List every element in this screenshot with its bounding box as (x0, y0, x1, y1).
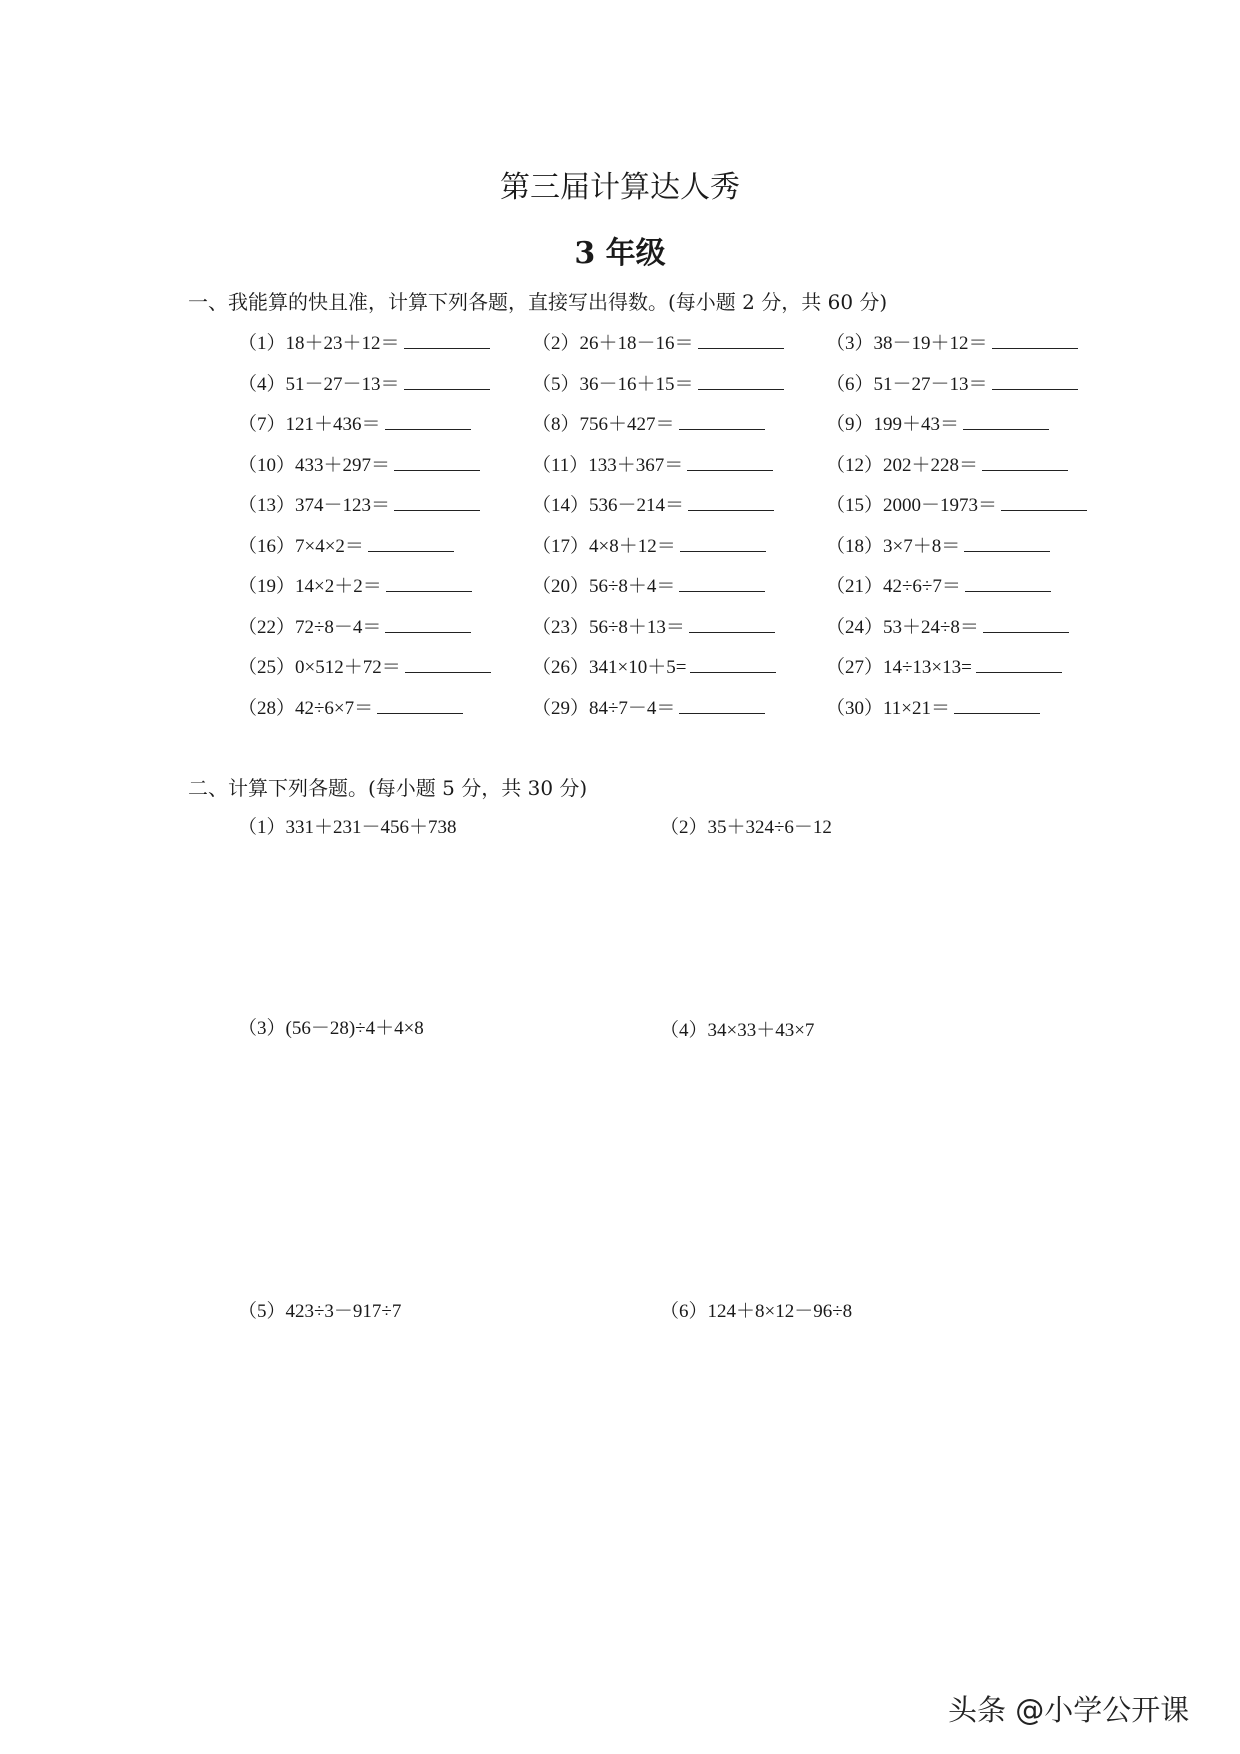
section1-item (238, 409, 471, 436)
answer-blank[interactable] (394, 490, 480, 511)
question-text: （3）38－19＋12＝ (826, 333, 988, 354)
answer-blank[interactable] (982, 450, 1068, 471)
answer-blank[interactable] (687, 450, 773, 471)
question-text: （12）202＋228＝ (826, 454, 979, 476)
section2-item: （1）331＋231－456＋738 (238, 817, 457, 838)
section1-item (826, 490, 1087, 517)
section1-item (532, 328, 784, 355)
question-text: （15）2000－1973＝ (826, 495, 998, 516)
question-text: （23）56÷8＋13＝ (532, 616, 685, 638)
section1-item (532, 571, 765, 598)
answer-blank[interactable] (1001, 490, 1087, 511)
question-text: （8）756＋427＝ (532, 414, 675, 435)
section2-item: （5）423÷3－917÷7 (238, 1301, 402, 1322)
section1-item (826, 612, 1069, 639)
section1-item (238, 571, 472, 598)
answer-blank[interactable] (405, 652, 491, 673)
question-text: （11）133＋367＝ (532, 454, 684, 476)
question-text: （24）53＋24÷8＝ (826, 616, 979, 638)
section1-item (532, 531, 766, 558)
question-text: （5）36－16＋15＝ (532, 373, 694, 395)
section1-item (238, 693, 463, 720)
section1-item (532, 652, 776, 679)
section1-item (826, 409, 1049, 436)
question-text: （22）72÷8－4＝ (238, 616, 382, 638)
answer-blank[interactable] (688, 490, 774, 511)
answer-blank[interactable] (679, 693, 765, 714)
answer-blank[interactable] (698, 369, 784, 390)
question-text: （13）374－123＝ (238, 495, 391, 516)
section1-item (532, 490, 774, 517)
page-title: 第三届计算达人秀 (500, 170, 740, 205)
question-text: （14）536－214＝ (532, 495, 685, 516)
section1-item (238, 490, 480, 517)
question-text: （21）42÷6÷7＝ (826, 576, 961, 597)
question-text: （28）42÷6×7＝ (238, 697, 374, 719)
section1-item (238, 369, 490, 396)
answer-blank[interactable] (965, 571, 1051, 592)
section1-item (238, 612, 471, 639)
question-text: （19）14×2＋2＝ (238, 576, 382, 597)
answer-blank[interactable] (690, 652, 776, 673)
answer-blank[interactable] (368, 531, 454, 552)
answer-blank[interactable] (689, 612, 775, 633)
section2-heading: 二、计算下列各题。(每小题 5 分，共 30 分) (188, 776, 588, 800)
answer-blank[interactable] (404, 369, 490, 390)
question-text: （30）11×21＝ (826, 697, 951, 719)
section1-item (826, 450, 1068, 477)
question-text: （17）4×8＋12＝ (532, 535, 676, 557)
section1-item (238, 531, 454, 558)
section1-item (238, 328, 490, 355)
question-text: （4）51－27－13＝ (238, 373, 400, 395)
grade-subtitle: 3 年级 (574, 236, 666, 271)
question-text: （26）341×10＋5= (532, 657, 687, 678)
answer-blank[interactable] (983, 612, 1069, 633)
answer-blank[interactable] (377, 693, 463, 714)
section2-item: （2）35＋324÷6－12 (660, 817, 832, 838)
question-text: （27）14÷13×13= (826, 657, 972, 678)
question-text: （9）199＋43＝ (826, 414, 960, 435)
answer-blank[interactable] (976, 652, 1062, 673)
section1-item (532, 450, 773, 477)
section1-item (532, 612, 775, 639)
section1-item (532, 693, 765, 720)
section1-item (238, 450, 480, 477)
question-text: （2）26＋18－16＝ (532, 333, 694, 354)
answer-blank[interactable] (385, 612, 471, 633)
section2-item: （3）(56－28)÷4＋4×8 (238, 1018, 424, 1039)
answer-blank[interactable] (385, 409, 471, 430)
answer-blank[interactable] (404, 328, 490, 349)
question-text: （1）18＋23＋12＝ (238, 333, 400, 354)
section1-item (238, 652, 491, 679)
section2-item: （6）124＋8×12－96÷8 (660, 1301, 853, 1322)
section1-item (826, 571, 1051, 598)
section1-item (532, 369, 784, 396)
question-text: （6）51－27－13＝ (826, 373, 988, 395)
question-text: （16）7×4×2＝ (238, 535, 364, 557)
section1-item (826, 369, 1078, 396)
section1-item (826, 693, 1040, 720)
section1-heading: 一、我能算的快且准，计算下列各题，直接写出得数。(每小题 2 分，共 60 分) (188, 290, 888, 314)
section1-item (826, 531, 1050, 558)
answer-blank[interactable] (698, 328, 784, 349)
question-text: （10）433＋297＝ (238, 454, 391, 476)
answer-blank[interactable] (680, 531, 766, 552)
answer-blank[interactable] (954, 693, 1040, 714)
question-text: （25）0×512＋72＝ (238, 657, 401, 678)
section1-item (826, 328, 1078, 355)
question-text: （29）84÷7－4＝ (532, 697, 676, 719)
answer-blank[interactable] (386, 571, 472, 592)
section1-item (826, 652, 1062, 679)
answer-blank[interactable] (394, 450, 480, 471)
answer-blank[interactable] (992, 328, 1078, 349)
section2-item: （4）34×33＋43×7 (660, 1020, 815, 1041)
watermark: 头条 @小学公开课 (948, 1693, 1190, 1727)
question-text: （20）56÷8＋4＝ (532, 576, 676, 597)
answer-blank[interactable] (963, 409, 1049, 430)
answer-blank[interactable] (992, 369, 1078, 390)
section1-item (532, 409, 765, 436)
answer-blank[interactable] (679, 409, 765, 430)
answer-blank[interactable] (964, 531, 1050, 552)
answer-blank[interactable] (679, 571, 765, 592)
question-text: （7）121＋436＝ (238, 414, 381, 435)
question-text: （18）3×7＋8＝ (826, 535, 961, 557)
